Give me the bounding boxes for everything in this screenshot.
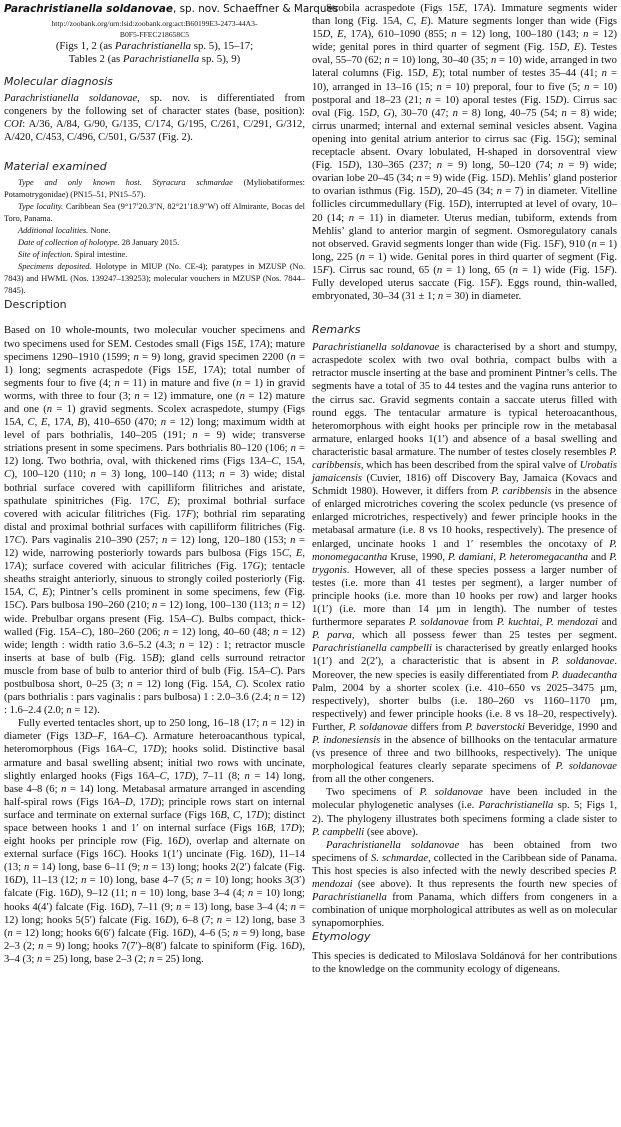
description-paragraph-2: Fully everted tentacles short, up to 250 long, 16–18 (17; n = 12) in diameter (Figs 13D–F, 16A–C). Armature heteroacanthous typical, heteromorphous (Figs 16A–C, 17D); hooks solid. Distinctive basal armature and basal swelling absent; initial two rows with uncinate, slightly enlarged hooks (Figs 16A–C, 17D), 7–11 (8; n = 14) long, base 4–8 (6; n = 14) long. Metabasal armature arranged in ascending half-spiral rows (Figs 16A–D, 17D); principle rows start on internal surface and terminate on external surface (Figs 16B, C, 17D); distinct space between hooks 1 and 1′ on internal surface (Figs 16B, 17D); eight hooks per principle row (Fig. 16D), overlap and alternate on external surface (Figs 16C). Hooks 1(1′) uncinate (Fig. 16D), 11–14 (13; n = 14) long, base 6–11 (9; n = 13) long; hooks 2(2′) falcate (Fig. 16D), 11–13 (12; n = 10) long, base 4–7 (5; n = 10) long; hooks 3(3′) falcate (Fig. 16D), 9–12 (11; n = 10) long, base 3–4 (4; n = 10) long; hooks 4(4′) falcate (Fig. 16D), 7–11 (9; n = 13) long, base 3–4 (4; n = 12) long; hooks 5(5′) falcate (Fig. 16D), 6–8 (7; n = 12) long, base 3 (n = 12) long; hooks 6(6′) falcate (Fig. 16D), 4–6 (5; n = 9) long, base 2–3 (2; n = 9) long; hooks 7(7′)–8(8′) falcate to spiniform (Fig. 16D), 3–4 (3; n = 25) long, base 2–3 (2; n = 25) long. — [4, 718, 306, 965]
zoobank-link-line1[interactable]: http://zoobank.org/urn:lsid:zoobank.org:act:B60199E3-2473-44A3- — [51, 19, 258, 28]
heading-description: Description — [4, 298, 67, 312]
material-item-site-of-infection: Site of infection. Spiral intestine. — [18, 249, 128, 259]
material-item-collection-date: Date of collection of holotype. 28 January 2015. — [18, 237, 180, 247]
description-paragraph-3: Strobila acraspedote (Figs 15E, 17A). Immature segments wider than long (Fig. 15A, C, E). Mature segments longer than wide (Figs 15D, E, 17A), 610–1090 (855; n = 12) long, 100–180 (143; n = 12) wide; genital pores in third quarter of segment (Fig. 15D, E). Testes oval, 55–70 (62; n = 10) long, 30–40 (35; n = 10) wide, arranged in two lateral columns (Fig. 15D, E); total number of testes 35–44 (41; n = 10), arranged in 13–16 (15; n = 10) preporal, four to five (5; n = 10) postporal and 18–23 (21; n = 10) aporal testes (Fig. 15D). Cirrus sac oval (Fig. 15D, G), 30–70 (47; n = 8) long, 40–75 (54; n = 8) wide; cirrus unarmed; internal and external seminal vesicles absent. Vagina opening into genital atrium anterior to cirrus sac (Fig. 15G); seminal receptacle absent. Ovary lobulated, H-shaped in dorsoventral view (Fig. 15D), 130–365 (237; n = 9) long, 50–120 (74; n = 9) wide; ovarian lobe 20–45 (34; n = 9) wide (Fig. 15D). Mehlis’ gland posterior to ovarian isthmus (Fig. 15D), 20–45 (34; n = 7) in diameter. Vitelline follicles circummedullary (Fig. 15D), interrupted at level of ovary, 10–20 (14; n = 11) in diameter. Uterus median, tubiform, extends from Mehlis’ gland to anterior margin of segment. Osmoregulatory canals not observed. Gravid segments longer than wide (Fig. 15F), 910 (n = 1) long, 225 (n = 1) wide. Genital pores in third quarter of segment (Fig. 15F). Cirrus sac round, 65 (n = 1) long, 65 (n = 1) wide (Fig. 15F). Fully developed uterus saccate (Fig. 15F). Eggs round, thin-walled, embryonated, 30–34 (31 ± 1; n = 30) in diameter. — [312, 3, 618, 303]
species-title — [4, 2, 339, 16]
material-item-additional-localities: Additional localities. None. — [18, 226, 111, 235]
zoobank-link[interactable] — [4, 19, 305, 40]
remarks-paragraph-1: Parachristianella soldanovae is characterised by a short and stumpy, acraspedote scolex with two oval bothria, compact bulbs with a retractor muscle inserting at the base and prominent Pintner’s cells. The segments have a total of 35 to 44 testes and the vagina runs anterior to the cirrus sac. Gravid segments contain a saccate uterus filled with round eggs. The tentacular armature is typical heteroacanthous, heteromorphous with eight hooks per principle row in the metabasal armature, enlarged hooks 1(1′) and absence of a basal swelling and characteristic basal armature. The number of testes closely resembles P. caribbensis, which has been described from the spiral valve of Urobatis jamaicensis (Cuvier, 1816) off Discovery Bay, Jamaica (Kovacs and Schmidt 1980). However, it differs from P. caribbensis in the absence of enlarged microtriches covering the scolex peduncle (vs presence of enlarged microtriches, respectively) and fewer principle hooks in the metabasal armature (i.e. 8 vs 10 hooks, respectively). The presence of enlarged, uncinate hooks 1 and 1′ resembles the oncotaxy of P. monomegacantha Kruse, 1990, P. damiani, P. heteromegacantha and P. trygonis. However, all of these species possess a larger number of testes (i.e. more than 41 testes per segment), a larger number of principle hooks (i.e. more than 10 hooks per row) and larger hooks 1(1′) (i.e. more than 14 µm in length). The number of testes furthermore separates P. soldanovae from P. kuchtai, P. mendozai and P. parva, which all possess fewer than 25 testes per segment. Parachristianella campbelli is characterised by greatly enlarged hooks 1(1′) and 2(2′), a characteristic that is absent in P. soldanovae. Moreover, the new species is easily differentiated from P. duadecantha Palm, 2004 by a shorter scolex (i.e. 410–650 vs 2025–3475 µm, respectively), shorter bulbs (i.e. 180–260 vs 1160–1170 µm, respectively) and fewer principle hooks (i.e. 8 vs 18–20, respectively). Further, P. soldanovae differs from P. baverstocki Beveridge, 1990 and P. indonesiensis in the absence of billhooks on the tentacular armature (vs presence of three and two billhooks, respectively). The unique morphological features clearly separate specimens of P. soldanovae from all the other congeners. — [312, 342, 618, 786]
material-item-host: Type and only known host. Styracura schmardae (Myliobatiformes: Potamotrygonidae) (PN15–51, PN15–57). — [4, 178, 305, 200]
figure-refs-line2: Tables 2 (as Parachristianella sp. 5), 9) — [68, 53, 241, 65]
zoobank-link-line2[interactable]: B0F5-FFEC218658C5 — [119, 29, 190, 39]
material-item-type-locality: Type locality. Caribbean Sea (9°17′20.3″N, 82°21′18.9″W) off Almirante, Bocas del Toro, Panama. — [4, 202, 305, 224]
etymology-text: This species is dedicated to Miloslava Soldánová for her contributions to the knowledge on the community ecology of digeneans. — [312, 951, 617, 976]
heading-molecular-diagnosis: Molecular diagnosis — [4, 75, 113, 88]
figure-refs-line1: (Figs 1, 2 (as Parachristianella sp. 5), 15–17; — [55, 40, 254, 52]
remarks-paragraph-3: Parachristianella soldanovae has been obtained from two specimens of S. schmardae, collected in the Caribbean side of Panama. This host species is also infected with the newly described species P. mendozai (see above). It thus represents the fourth new species of Parachristianella from Panama, which differs from congeners in a combination of unique morphological attributes as well as on molecular synapomorphies. — [312, 839, 618, 930]
heading-etymology: Etymology — [312, 930, 371, 944]
species-authority: , sp. nov. Schaeffner & Marques — [172, 3, 339, 15]
molecular-diagnosis-text: Parachristianella soldanovae, sp. nov. is differentiated from congeners by the following set of character states (base, position): COI: A/36, A/84, G/90, G/135, C/174, G/195, C/261, C/291, G/312, A/420, C/453, C/496, C/501, G/537 (Fig. 2). — [4, 93, 306, 144]
heading-remarks: Remarks — [312, 323, 361, 337]
species-name: Parachristianella soldanovae — [4, 3, 173, 15]
material-examined-list — [4, 177, 305, 296]
material-item-specimens-deposited: Specimens deposited. Holotype in MIUP (No. CE-4); paratypes in MZUSP (No. 7843) and HWML (Nos. 139247–139253); molecular vouchers in MZUSP (Nos. 7844–7845). — [4, 261, 305, 295]
right-column — [312, 0, 617, 977]
heading-material-examined: Material examined — [4, 160, 107, 174]
description-paragraph-1: Based on 10 whole-mounts, two molecular voucher specimens and two specimens used for SEM. Cestodes small (Figs 15E, 17A); mature specimens 1290–1910 (1599; n = 9) long, gravid specimen 2200 (n = 1) long; segments acraspedote (Figs 15E, 17A); total number of segments four to five (4; n = 11) in mature and five (n = 1) in gravid worms, with three to four (3; n = 12) immature, one (n = 12) mature and one (n = 1) gravid segments. Scolex acraspedote, stumpy (Figs 15A, C, E, 17A, B), 410–650 (470; n = 12) long; maximum width at level of pars bothrialis, 140–205 (191; n = 9) wide; transverse striations present in some specimens. Pars bothrialis 80–120 (106; n = 12) long. Two bothria, oval, with thickened rims (Figs 13A–C, 15A, C), 100–120 (110; n = 3) long, 100–140 (113; n = 3) wide; distal bothrial surface covered with capilliform filitriches and aristate, spathulate spinitriches (Fig. 17C, E); proximal bothrial surface covered with acicular filitriches (Fig. 17F); bothrial rim separating distal and proximal bothrial surfaces with capilliform filitriches (Fig. 17C). Pars vaginalis 210–390 (257; n = 12) long, 120–180 (153; n = 12) wide, narrowing posteriorly towards pars bulbosa (Figs 15C, E, 17A); surface covered with acicular filitriches (Fig. 17G); tentacle sheaths straight anteriorly, sinuous to strongly coiled posteriorly (Fig. 15A, C, E); Pintner’s cells prominent in some specimens, few (Fig. 15C). Pars bulbosa 190–260 (210; n = 12) long, 100–130 (113; n = 12) wide. Prebulbar organs present (Fig. 15A–C). Bulbs compact, thick-walled (Fig. 15A–C), 180–260 (206; n = 12) long, 40–60 (48; n = 12) wide; length : width ratio 3.6–5.2 (4.3; n = 12) : 1; retractor muscle inserts at base of bulb (Fig. 15B); gland cells surround retractor muscle from base of bulb to anterior third of bulb (Fig. 15A–C). Pars postbulbosa short, 0–25 (3; n = 12) long (Fig. 15A, C). Scolex ratio (pars bothrialis : pars vaginalis : pars bulbosa) 1 : 2.0–3.6 (2.4; n = 12) : 1.6–2.4 (2.0; n = 12). — [4, 325, 306, 717]
remarks-paragraph-2: Two specimens of P. soldanovae have been included in the molecular phylogenetic analyses (i.e. Parachristianella sp. 5; Figs 1, 2). The phylogeny illustrates both specimens forming a clade sister to P. campbelli (see above). — [312, 787, 618, 838]
